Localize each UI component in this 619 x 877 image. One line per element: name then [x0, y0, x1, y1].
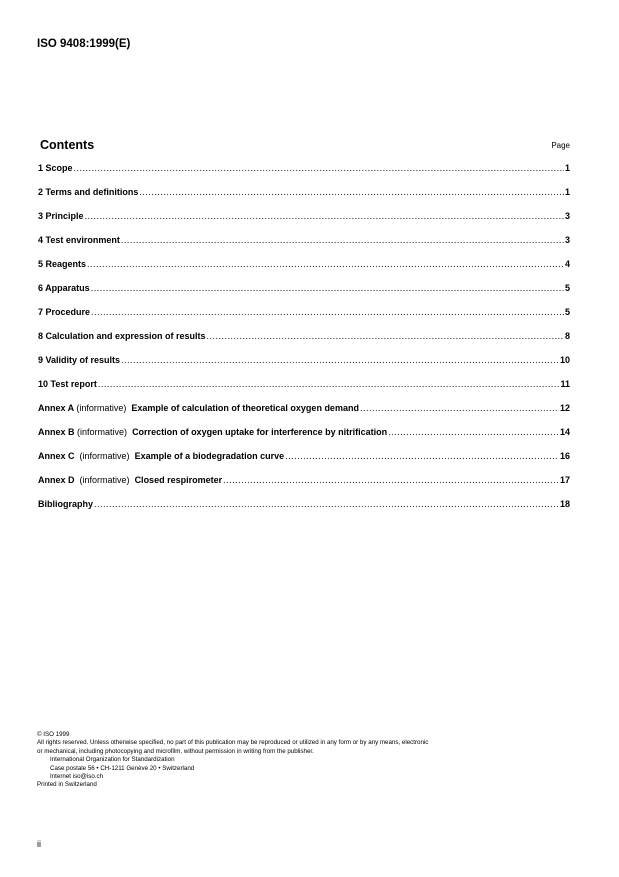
- toc-entry-label: 1 Scope: [38, 163, 73, 173]
- toc-entry-page: 3: [564, 211, 570, 221]
- toc-entry-page: 5: [564, 283, 570, 293]
- toc-bibliography-entry[interactable]: [38, 499, 570, 523]
- annex-type: (informative): [77, 427, 128, 437]
- toc-entry-label: 8 Calculation and expression of results: [38, 331, 206, 341]
- toc-entry[interactable]: [38, 307, 570, 331]
- toc-entry-page: 11: [560, 379, 570, 389]
- toc-entry-page: 12: [559, 403, 570, 413]
- organization-name: International Organization for Standardization: [50, 756, 175, 764]
- toc-entry-label: 3 Principle: [38, 211, 84, 221]
- toc-entry[interactable]: [38, 283, 570, 307]
- annex-label: [38, 475, 222, 485]
- toc-entry-page: 8: [564, 331, 570, 341]
- dot-leader: [121, 355, 559, 365]
- dot-leader: [121, 235, 564, 245]
- toc-entry-page: 1: [564, 163, 570, 173]
- rights-text-line-1: All rights reserved. Unless otherwise specified, no part of this publication may be reproduced or utilized in any form or by any means, electronic: [37, 739, 429, 747]
- copyright-notice: [37, 731, 577, 790]
- dot-leader: [91, 307, 564, 317]
- organization-address: Case postale 56 • CH-1211 Genève 20 • Switzerland: [50, 764, 195, 772]
- table-of-contents: [38, 163, 570, 523]
- annex-type: (informative): [79, 451, 130, 461]
- toc-entry-page: 1: [564, 187, 570, 197]
- toc-annex-entry[interactable]: [38, 451, 570, 475]
- dot-leader: [388, 427, 559, 437]
- annex-label: [38, 403, 359, 413]
- toc-annex-entry[interactable]: [38, 475, 570, 499]
- toc-entry-label: 6 Apparatus: [38, 283, 90, 293]
- toc-entry-page: 4: [564, 259, 570, 269]
- toc-entry[interactable]: [38, 235, 570, 259]
- toc-entry-label: 9 Validity of results: [38, 355, 121, 365]
- annex-title: Correction of oxygen uptake for interference by nitrification: [132, 427, 388, 437]
- dot-leader: [91, 283, 564, 293]
- annex-label: [38, 451, 284, 461]
- toc-entry-page: 10: [559, 355, 570, 365]
- toc-entry-page: 18: [559, 499, 570, 509]
- toc-entry-label: 7 Procedure: [38, 307, 91, 317]
- annex-letter: Annex A: [38, 403, 74, 413]
- dot-leader: [223, 475, 559, 485]
- dot-leader: [360, 403, 559, 413]
- page-column-label: Page: [551, 141, 570, 150]
- contents-title: Contents: [40, 138, 95, 152]
- annex-title: Closed respirometer: [134, 475, 223, 485]
- toc-entry-label: 2 Terms and definitions: [38, 187, 139, 197]
- toc-annex-entry[interactable]: [38, 403, 570, 427]
- toc-entry[interactable]: [38, 259, 570, 283]
- toc-entry[interactable]: [38, 379, 570, 403]
- rights-text-line-2: or mechanical, including photocopying and microfilm, without permission in writing from the publisher.: [37, 747, 314, 755]
- toc-entry-label: 10 Test report: [38, 379, 97, 389]
- annex-letter: Annex C: [38, 451, 75, 461]
- printed-in: Printed in Switzerland: [37, 781, 97, 789]
- page-number: ii: [37, 839, 41, 849]
- dot-leader: [94, 499, 559, 509]
- dot-leader: [74, 163, 564, 173]
- annex-letter: Annex B: [38, 427, 75, 437]
- organization-internet: Internet iso@iso.ch: [50, 773, 104, 781]
- annex-label: [38, 427, 387, 437]
- copyright-line: © ISO 1999: [37, 731, 70, 738]
- dot-leader: [98, 379, 560, 389]
- toc-entry-page: 14: [559, 427, 570, 437]
- annex-title: Example of calculation of theoretical oxygen demand: [131, 403, 359, 413]
- toc-entry[interactable]: [38, 355, 570, 379]
- toc-entry[interactable]: [38, 331, 570, 355]
- annex-title: Example of a biodegradation curve: [134, 451, 285, 461]
- toc-entry-label: 4 Test environment: [38, 235, 120, 245]
- toc-entry-page: 16: [559, 451, 570, 461]
- document-id: ISO 9408:1999(E): [37, 38, 131, 50]
- dot-leader: [207, 331, 564, 341]
- annex-type: (informative): [79, 475, 130, 485]
- dot-leader: [87, 259, 564, 269]
- toc-entry-label: 5 Reagents: [38, 259, 87, 269]
- toc-entry-page: 5: [564, 307, 570, 317]
- dot-leader: [85, 211, 564, 221]
- toc-entry-page: 17: [559, 475, 570, 485]
- dot-leader: [285, 451, 559, 461]
- toc-entry[interactable]: [38, 211, 570, 235]
- toc-annex-entry[interactable]: [38, 427, 570, 451]
- toc-entry-label: Bibliography: [38, 499, 94, 509]
- toc-entry-page: 3: [564, 235, 570, 245]
- dot-leader: [139, 187, 564, 197]
- annex-letter: Annex D: [38, 475, 75, 485]
- toc-entry[interactable]: [38, 163, 570, 187]
- toc-entry[interactable]: [38, 187, 570, 211]
- annex-type: (informative): [76, 403, 127, 413]
